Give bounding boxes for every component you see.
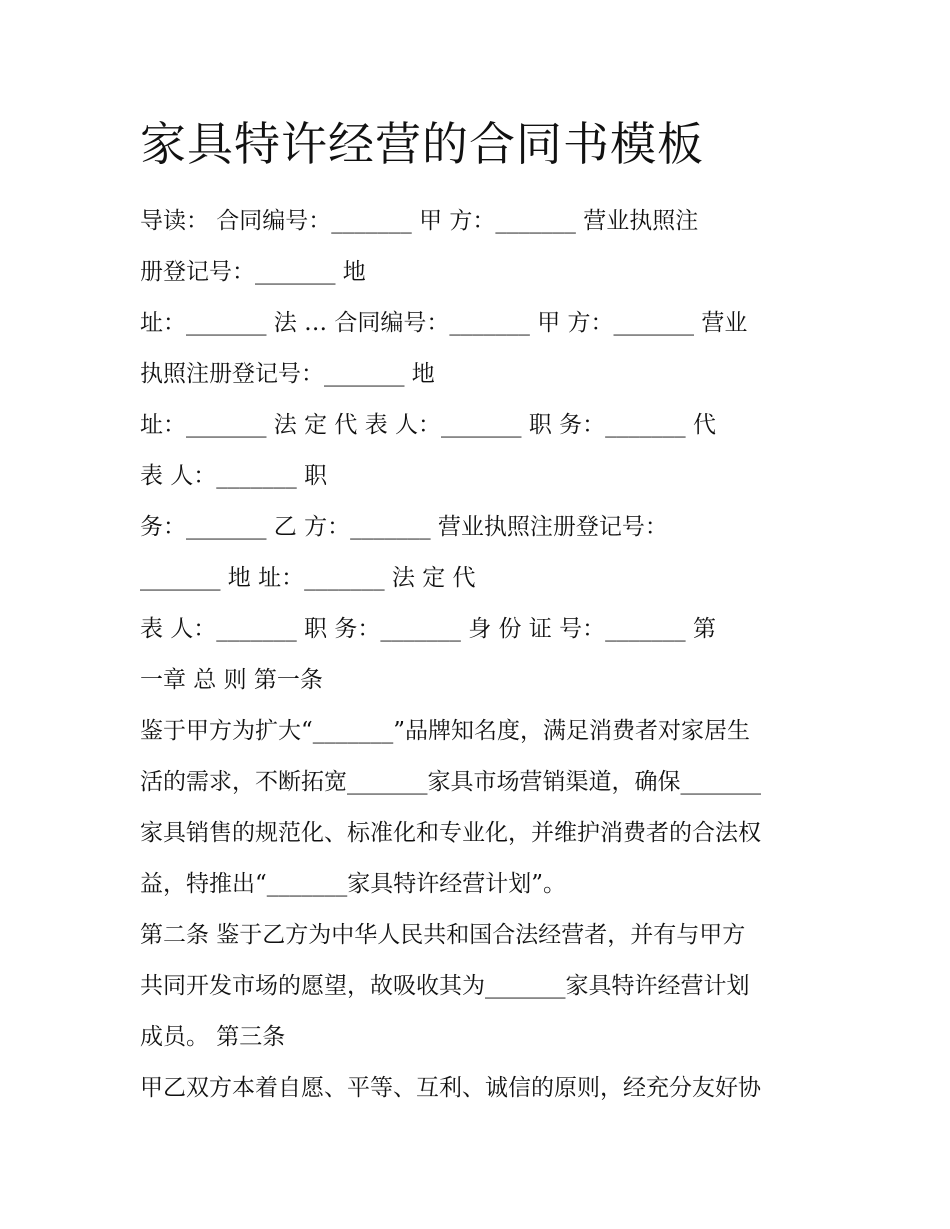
text-line: 表 人：_______ 职	[140, 463, 328, 489]
text-line: 共同开发市场的愿望，故吸收其为_______家具特许经营计划	[140, 973, 750, 999]
text-line: 址：_______ 法 … 合同编号：_______ 甲 方：_______ 营业	[140, 310, 748, 336]
text-line: 导读： 合同编号：_______ 甲 方：_______ 营业执照注	[140, 208, 699, 234]
text-line: 活的需求，不断拓宽_______家具市场营销渠道，确保_______	[140, 769, 761, 795]
text-line: 执照注册登记号：_______ 地	[140, 361, 435, 387]
text-line: 址：_______ 法 定 代 表 人：_______ 职 务：_______ 代	[140, 412, 716, 438]
text-line: _______ 地 址：_______ 法 定 代	[140, 565, 476, 591]
text-line: 表 人：_______ 职 务：_______ 身 份 证 号：_______ 第	[140, 616, 716, 642]
text-line: 鉴于甲方为扩大“_______”品牌知名度，满足消费者对家居生	[140, 718, 751, 744]
text-line: 务：_______ 乙 方：_______ 营业执照注册登记号：	[140, 514, 668, 540]
text-line: 第二条 鉴于乙方为中华人民共和国合法经营者，并有与甲方	[140, 922, 746, 948]
text-line: 甲乙双方本着自愿、平等、互利、诚信的原则，经充分友好协	[140, 1075, 761, 1101]
text-line: 册登记号：_______ 地	[140, 259, 366, 285]
document-title: 家具特许经营的合同书模板	[140, 117, 704, 171]
text-line: 成员。 第三条	[140, 1024, 286, 1050]
text-line: 一章 总 则 第一条	[140, 667, 323, 693]
text-line: 家具销售的规范化、标准化和专业化，并维护消费者的合法权	[140, 820, 761, 846]
text-line: 益，特推出“_______家具特许经营计划”。	[140, 871, 567, 897]
document-body	[140, 196, 820, 1114]
